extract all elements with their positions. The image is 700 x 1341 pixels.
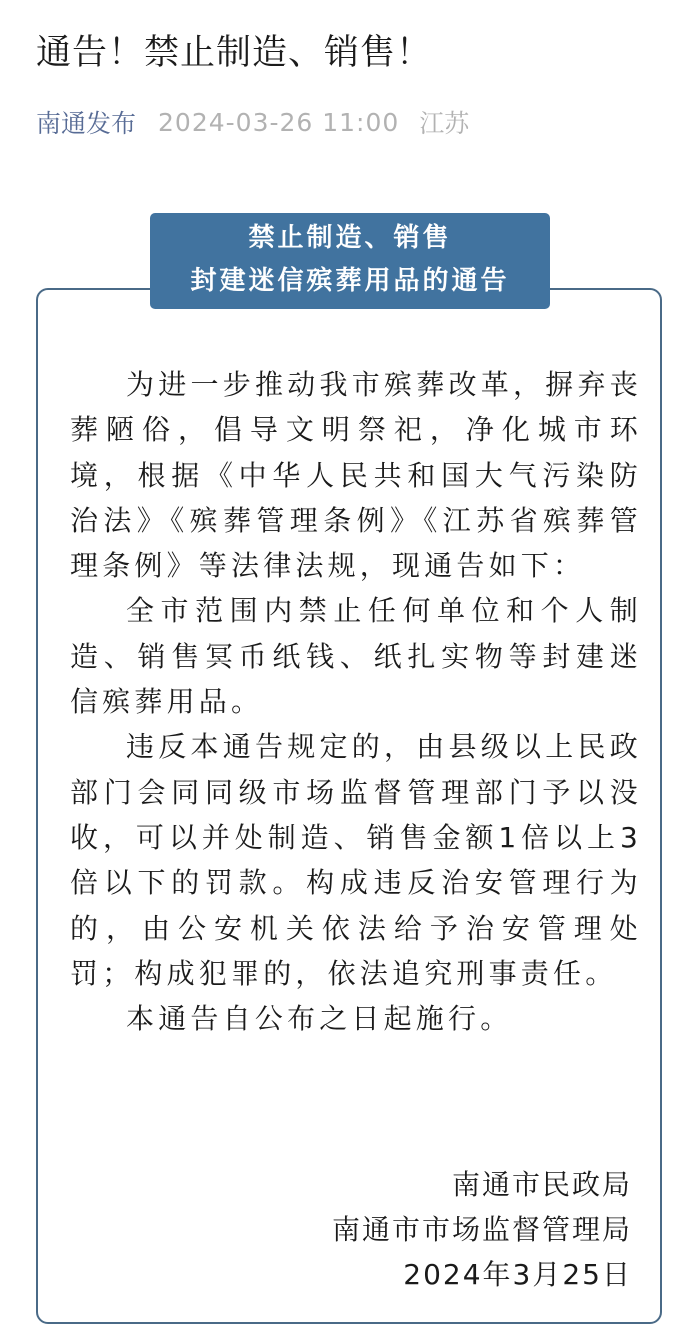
notice-header-line-2: 封建迷信殡葬用品的通告: [190, 266, 510, 296]
notice-body: [70, 362, 642, 1041]
publish-datetime: 2024-03-26 11:00: [158, 107, 400, 137]
article-meta: [36, 104, 469, 140]
publish-location: 江苏: [419, 109, 470, 138]
notice-paragraph: 本通告自公布之日起施行。: [126, 1002, 513, 1036]
notice-paragraph: 为进一步推动我市殡葬改革，摒弃丧葬陋俗，倡导文明祭祀，净化城市环境，根据《中华人民共和国大气污染防治法》《殡葬管理条例》《江苏省殡葬管理条例》等法律法规，现通告如下：: [70, 368, 642, 583]
publisher-link[interactable]: 南通发布: [36, 109, 137, 138]
signer-market-supervision: 南通市市场监督管理局: [331, 1213, 632, 1246]
article-title: 通告！禁止制造、销售！: [36, 33, 433, 73]
notice-date: 2024年3月25日: [403, 1258, 632, 1291]
notice-signature: [332, 1162, 632, 1297]
signer-civil-affairs: 南通市民政局: [451, 1168, 632, 1201]
notice-paragraph: 违反本通告规定的，由县级以上民政部门会同同级市场监督管理部门予以没收，可以并处制造、销售金额1倍以上3倍以下的罚款。构成违反治安管理行为的，由公安机关依法给予治安管理处罚；构成犯罪的，依法追究刑事责任。: [70, 730, 642, 990]
notice-header-line-1: 禁止制造、销售: [248, 223, 452, 253]
notice-header: [150, 213, 550, 309]
notice-paragraph: 全市范围内禁止任何单位和个人制造、销售冥币纸钱、纸扎实物等封建迷信殡葬用品。: [70, 594, 642, 719]
